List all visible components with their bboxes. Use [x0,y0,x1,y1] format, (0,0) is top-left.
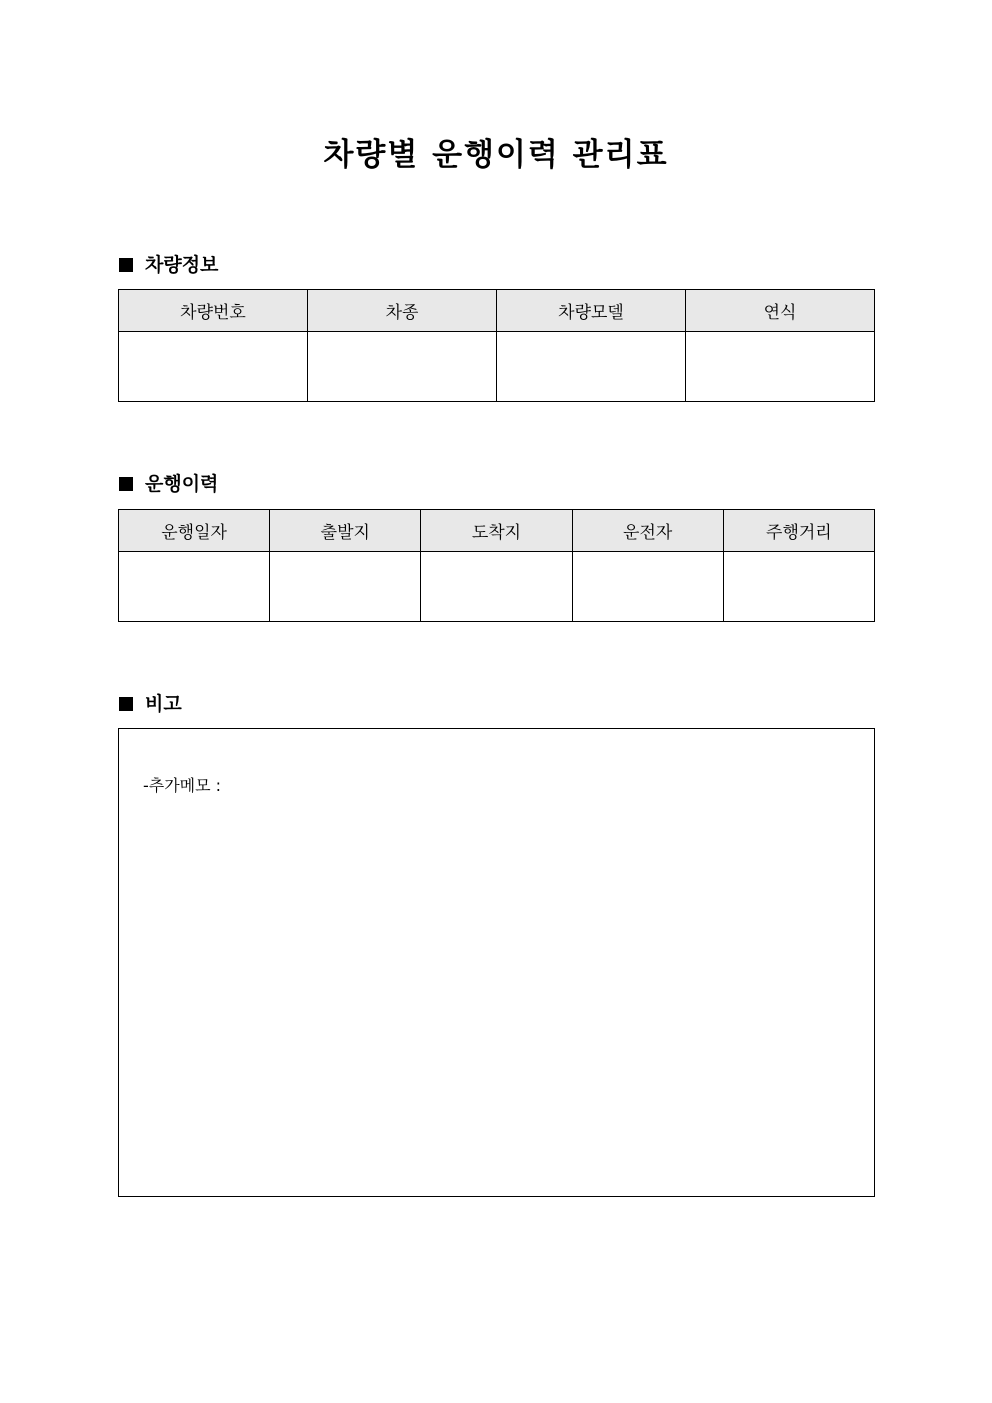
column-header-distance: 주행거리 [723,510,874,552]
cell-vehicle-type[interactable] [308,332,497,402]
square-bullet-icon [119,258,133,272]
driving-history-table [118,509,875,622]
section-heading-label: 차량정보 [145,254,219,276]
column-header-departure: 출발지 [270,510,421,552]
section-heading-label: 운행이력 [145,473,219,495]
column-header-model-year: 연식 [686,290,875,332]
remarks-box[interactable] [118,728,875,1197]
table-header-row [119,510,875,552]
column-header-drive-date: 운행일자 [119,510,270,552]
cell-model-year[interactable] [686,332,875,402]
vehicle-info-table [118,289,875,402]
cell-drive-date[interactable] [119,552,270,622]
column-header-vehicle-number: 차량번호 [119,290,308,332]
cell-departure[interactable] [270,552,421,622]
document-title: 차량별 운행이력 관리표 [323,137,669,173]
cell-vehicle-model[interactable] [497,332,686,402]
cell-destination[interactable] [421,552,572,622]
table-row [119,332,875,402]
cell-vehicle-number[interactable] [119,332,308,402]
table-header-row [119,290,875,332]
column-header-vehicle-model: 차량모델 [497,290,686,332]
memo-label: -추가메모 : [143,776,222,795]
cell-driver[interactable] [572,552,723,622]
section-heading-label: 비고 [145,693,182,715]
square-bullet-icon [119,697,133,711]
section-heading-driving-history [119,472,218,496]
square-bullet-icon [119,477,133,491]
column-header-driver: 운전자 [572,510,723,552]
column-header-vehicle-type: 차종 [308,290,497,332]
section-heading-vehicle-info [119,253,218,277]
column-header-destination: 도착지 [421,510,572,552]
cell-distance[interactable] [723,552,874,622]
table-row [119,552,875,622]
section-heading-remarks [119,692,182,716]
